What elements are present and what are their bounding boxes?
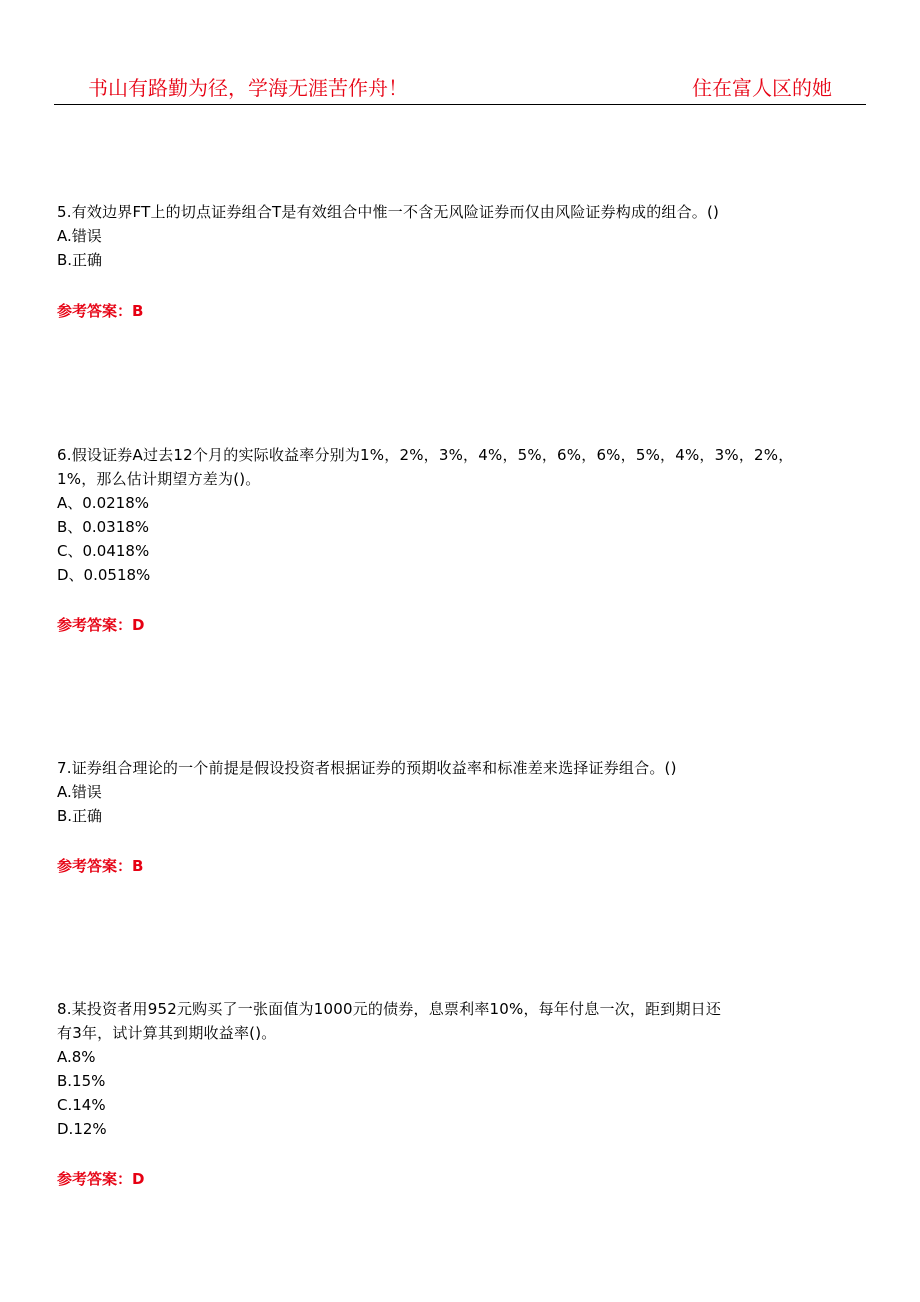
question-text: 6.假设证券A过去12个月的实际收益率分别为1%，2%，3%，4%，5%，6%，6%，5%，4%，3%，2%，	[57, 446, 794, 464]
option-a: A、0.0218%	[57, 494, 149, 512]
question-7	[57, 756, 869, 828]
option-b: B、0.0318%	[57, 518, 150, 536]
page-header	[54, 70, 866, 105]
option-a: A.8%	[57, 1048, 96, 1066]
question-text: 8.某投资者用952元购买了一张面值为1000元的债券，息票利率10%，每年付息一次，距到期日还	[57, 1000, 722, 1018]
question-5	[57, 200, 869, 272]
question-8	[57, 997, 869, 1141]
option-c: C、0.0418%	[57, 542, 150, 560]
option-b: B.15%	[57, 1072, 106, 1090]
answer-5: 参考答案：B	[57, 302, 144, 320]
option-d: D.12%	[57, 1120, 107, 1138]
header-motto: 书山有路勤为径，学海无涯苦作舟！	[88, 76, 408, 100]
option-a: A.错误	[57, 227, 102, 245]
question-text: 5.有效边界FT上的切点证券组合T是有效组合中惟一不含无风险证券而仅由风险证券构成的组合。()	[57, 203, 720, 221]
question-6	[57, 443, 869, 587]
option-a: A.错误	[57, 783, 102, 801]
option-b: B.正确	[57, 251, 103, 269]
option-c: C.14%	[57, 1096, 106, 1114]
answer-6: 参考答案：D	[57, 616, 145, 634]
question-text-cont: 1%，那么估计期望方差为()。	[57, 470, 261, 488]
question-text: 7.证券组合理论的一个前提是假设投资者根据证券的预期收益率和标准差来选择证券组合。()	[57, 759, 677, 777]
header-author: 住在富人区的她	[692, 76, 832, 100]
question-text-cont: 有3年，试计算其到期收益率()。	[57, 1024, 277, 1042]
option-d: D、0.0518%	[57, 566, 151, 584]
answer-7: 参考答案：B	[57, 857, 144, 875]
option-b: B.正确	[57, 807, 103, 825]
answer-8: 参考答案：D	[57, 1170, 145, 1188]
